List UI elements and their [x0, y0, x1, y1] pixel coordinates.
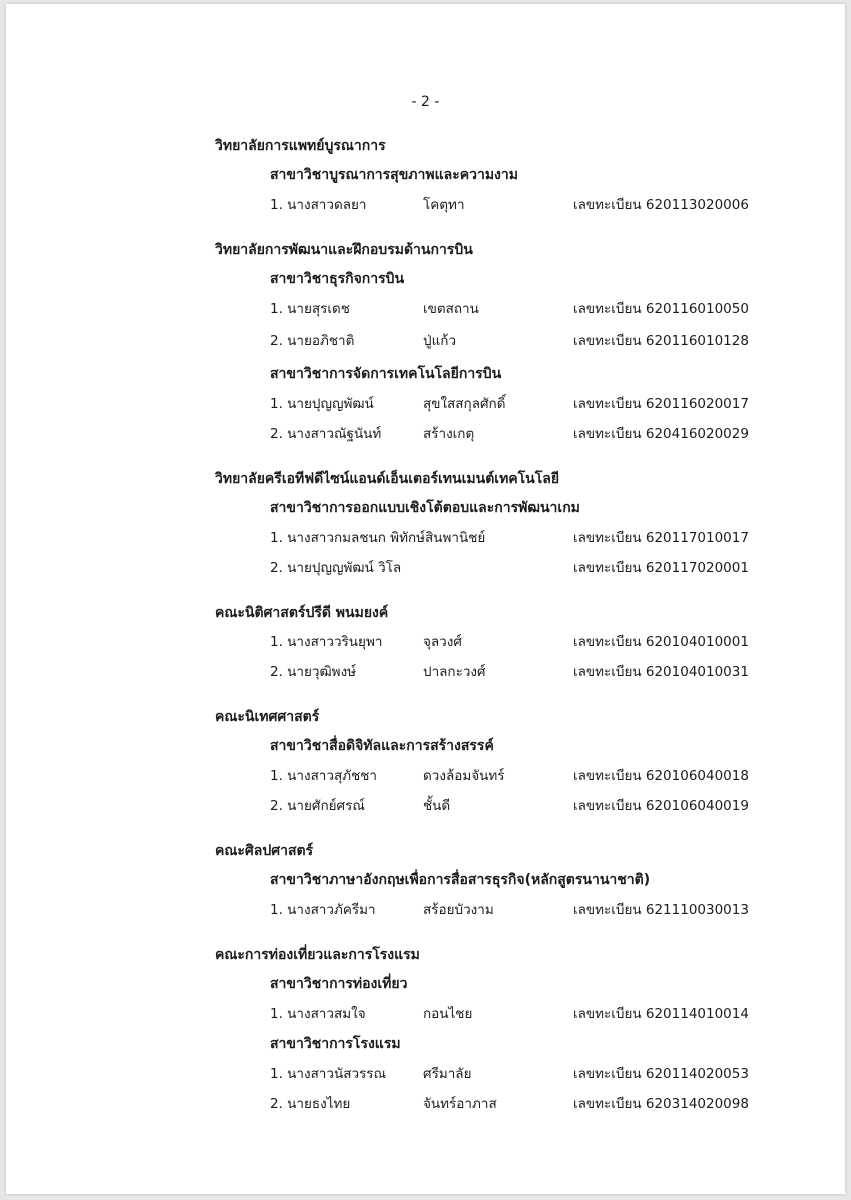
registration-number: เลขทะเบียน 620106040018: [573, 768, 749, 784]
student-name: 1. นางสาวนัสวรรณ: [270, 1066, 387, 1082]
page-number: - 2 -: [411, 94, 440, 110]
registration-number: เลขทะเบียน 620116010050: [573, 301, 749, 317]
student-name: 2. นายธงไทย: [270, 1096, 351, 1112]
student-name: 1. นางสาวดลยา: [270, 197, 367, 213]
major-heading: สาขาวิชาบูรณาการสุขภาพและความงาม: [270, 167, 518, 183]
student-surname: จุลวงศ์: [423, 634, 462, 650]
faculty-heading: คณะนิติศาสตร์ปรีดี พนมยงค์: [215, 605, 389, 621]
student-surname: สุขใสสกุลศักดิ์: [423, 396, 506, 412]
student-name: 1. นางสาววรินยุพา: [270, 634, 383, 650]
student-surname: ชั้นดี: [423, 798, 451, 814]
student-row: [215, 1059, 815, 1089]
student-surname: สร้อยบัวงาม: [423, 902, 494, 918]
student-row: [215, 999, 815, 1029]
registration-number: เลขทะเบียน 620113020006: [573, 197, 749, 213]
student-surname: ปู่แก้ว: [423, 333, 457, 349]
major-heading: สาขาวิชาการโรงแรม: [270, 1036, 401, 1052]
student-surname: ศรีมาลัย: [423, 1066, 472, 1082]
student-surname: ปาลกะวงศ์: [423, 664, 486, 680]
student-name: 1. นางสาวสมใจ: [270, 1006, 366, 1022]
major-heading: สาขาวิชาการออกแบบเชิงโต้ตอบและการพัฒนาเกม: [270, 500, 580, 516]
faculty-heading: วิทยาลัยการแพทย์บูรณาการ: [215, 138, 386, 154]
student-name: 2. นายวุฒิพงษ์: [270, 664, 357, 680]
registration-number: เลขทะเบียน 620114010014: [573, 1006, 749, 1022]
registration-number: เลขทะเบียน 620314020098: [573, 1096, 749, 1112]
student-name: 1. นายปุญญพัฒน์: [270, 396, 374, 412]
faculty-heading: วิทยาลัยการพัฒนาและฝึกอบรมด้านการบิน: [215, 242, 473, 258]
student-row: [215, 895, 815, 925]
registration-number: เลขทะเบียน 620117020001: [573, 560, 749, 576]
student-row: [215, 791, 815, 821]
student-row: [215, 523, 815, 553]
student-surname: จันทร์อาภาส: [423, 1096, 497, 1112]
student-name: 2. นายศักย์ศรณ์: [270, 798, 365, 814]
registration-number: เลขทะเบียน 620106040019: [573, 798, 749, 814]
student-row: [215, 190, 815, 220]
student-row: [215, 294, 815, 324]
registration-number: เลขทะเบียน 620116020017: [573, 396, 749, 412]
faculty-heading: วิทยาลัยครีเอทีฟดีไซน์แอนด์เอ็นเตอร์เทนเมนต์เทคโนโลยี: [215, 471, 560, 487]
student-name: 1. นายสุรเดช: [270, 301, 350, 317]
student-row: [215, 627, 815, 657]
registration-number: เลขทะเบียน 620104010001: [573, 634, 749, 650]
document-page: [6, 4, 845, 1194]
student-surname: สร้างเกตุ: [423, 426, 475, 442]
student-surname: กอนไชย: [423, 1006, 473, 1022]
registration-number: เลขทะเบียน 620114020053: [573, 1066, 749, 1082]
major-heading: สาขาวิชาภาษาอังกฤษเพื่อการสื่อสารธุรกิจ(หลักสูตรนานาชาติ): [270, 872, 651, 888]
student-name: 1. นางสาวสุภัชชา: [270, 768, 378, 784]
student-list: [215, 132, 815, 1119]
student-surname: ดวงล้อมจันทร์: [423, 768, 505, 784]
faculty-heading: คณะการท่องเที่ยวและการโรงแรม: [215, 947, 420, 963]
registration-number: เลขทะเบียน 620116010128: [573, 333, 749, 349]
student-name: 1. นางสาวกมลชนก พิทักษ์สินพานิชย์: [270, 530, 486, 546]
student-row: [215, 761, 815, 791]
student-name: 2. นายอภิชาติ: [270, 333, 355, 349]
student-row: [215, 553, 815, 583]
registration-number: เลขทะเบียน 620117010017: [573, 530, 749, 546]
student-name: 2. นายปุญญพัฒน์ วิโล: [270, 560, 402, 576]
student-row: [215, 419, 815, 449]
student-row: [215, 389, 815, 419]
student-row: [215, 1089, 815, 1119]
student-row: [215, 324, 815, 359]
major-heading: สาขาวิชาธุรกิจการบิน: [270, 271, 405, 287]
faculty-heading: คณะนิเทศศาสตร์: [215, 709, 320, 725]
student-name: 1. นางสาวภัครีมา: [270, 902, 376, 918]
registration-number: เลขทะเบียน 620104010031: [573, 664, 749, 680]
student-name: 2. นางสาวณัฐนันท์: [270, 426, 382, 442]
student-row: [215, 657, 815, 687]
major-heading: สาขาวิชาการจัดการเทคโนโลยีการบิน: [270, 366, 502, 382]
student-surname: โคตุทา: [423, 197, 465, 213]
major-heading: สาขาวิชาการท่องเที่ยว: [270, 976, 408, 992]
registration-number: เลขทะเบียน 620416020029: [573, 426, 749, 442]
faculty-heading: คณะศิลปศาสตร์: [215, 843, 314, 859]
student-surname: เขตสถาน: [423, 301, 479, 317]
major-heading: สาขาวิชาสื่อดิจิทัลและการสร้างสรรค์: [270, 738, 494, 754]
registration-number: เลขทะเบียน 621110030013: [573, 902, 749, 918]
